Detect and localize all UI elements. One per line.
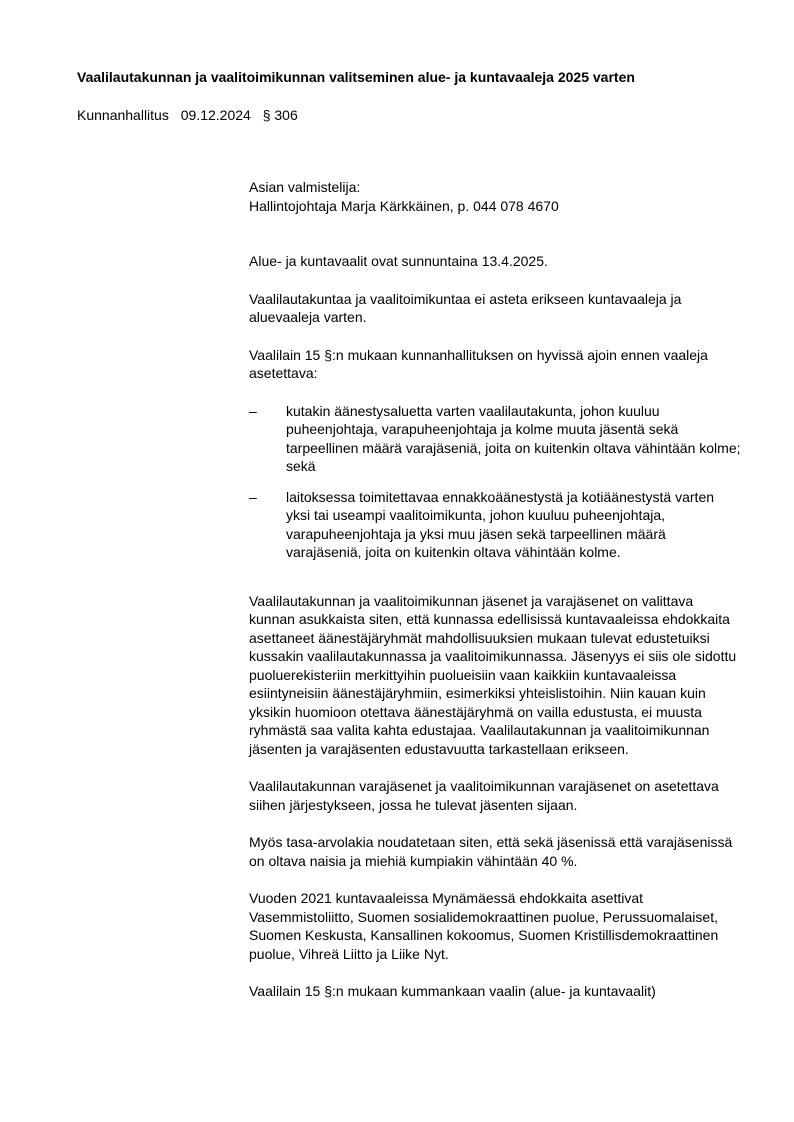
preparer-block xyxy=(249,178,741,215)
paragraph: Vaalilautakunnan varajäsenet ja vaalitoimikunnan varajäsenet on asetettava siihen järjestykseen, jossa he tulevat jäsenten sijaan. xyxy=(249,778,719,813)
bullet-marker: – xyxy=(249,488,257,505)
paragraph: Vaalilain 15 §:n mukaan kummankaan vaalin (alue- ja kuntavaalit) xyxy=(249,983,656,999)
bullet-item xyxy=(249,402,741,476)
paragraph: Vaalilautakuntaa ja vaalitoimikuntaa ei asteta erikseen kuntavaaleja ja aluevaaleja varten. xyxy=(249,290,682,325)
bullet-item xyxy=(249,488,741,562)
meeting-body: Kunnanhallitus xyxy=(77,107,169,123)
paragraph: Alue- ja kuntavaalit ovat sunnuntaina 13.4.2025. xyxy=(249,253,548,269)
paragraph: Vaalilautakunnan ja vaalitoimikunnan jäsenet ja varajäsenet on valittava kunnan asukkaista siten, että kunnassa edellisissä kuntavaaleissa ehdokkaita asettaneet äänestäjäryhmät mahdollisuuksien mukaan tulevat edustetuiksi kussakin vaalilautakunnassa ja vaalitoimikunnassa. Jäsenyys ei siis ole sidottu puoluerekisteriin merkittyihin puolueisiin vaan kaikkiin kuntavaaleissa esiintyneisiin äänestäjäryhmiin, esimerkiksi yhteislistoihin. Niin kauan kuin yksikin huomioon otettava äänestäjäryhmä on vailla edustusta, ei muusta ryhmästä saa valita kahta edustajaa. Vaalilautakunnan ja vaalitoimikunnan jäsenten ja varajäsenten edustavuutta tarkastellaan erikseen. xyxy=(249,592,737,757)
meeting-date: 09.12.2024 xyxy=(180,107,251,123)
bullet-text: kutakin äänestysaluetta varten vaalilautakunta, johon kuuluu puheenjohtaja, varapuheenjohtaja ja kolme muuta jäsentä sekä tarpeellinen määrä varajäseniä, joita on kuitenkin oltava vähintään kolme; sekä xyxy=(286,402,741,474)
preparer-label: Asian valmistelija: xyxy=(249,179,361,195)
bullet-marker: – xyxy=(249,402,257,419)
paragraph: Myös tasa-arvolakia noudatetaan siten, että sekä jäsenissä että varajäsenissä on oltava naisia ja miehiä kumpiakin vähintään 40 %. xyxy=(249,834,733,869)
document-body xyxy=(249,178,741,1001)
preparer-value: Hallintojohtaja Marja Kärkkäinen, p. 044 078 4670 xyxy=(249,197,559,214)
paragraph: Vuoden 2021 kuntavaaleissa Mynämäessä ehdokkaita asettivat Vasemmistoliitto, Suomen sosialidemokraattinen puolue, Perussuomalaiset, Suomen Keskusta, Kansallinen kokoomus, Suomen Kristillisdemokraattinen puolue, Vihreä Liitto ja Liike Nyt. xyxy=(249,890,719,962)
bullet-list xyxy=(249,402,741,562)
bullet-text: laitoksessa toimitettavaa ennakkoäänestystä ja kotiäänestystä varten yksi tai useampi vaalitoimikunta, johon kuuluu puheenjohtaja, varapuheenjohtaja ja yksi muu jäsen sekä tarpeellinen määrä varajäseniä, joita on kuitenkin oltava vähintään kolme. xyxy=(286,488,715,560)
meeting-section: § 306 xyxy=(262,107,298,123)
paragraph: Vaalilain 15 §:n mukaan kunnanhallituksen on hyvissä ajoin ennen vaaleja asetettava: xyxy=(249,346,708,381)
document-title: Vaalilautakunnan ja vaalitoimikunnan valitseminen alue- ja kuntavaaleja 2025 varten xyxy=(77,69,635,85)
meeting-reference xyxy=(77,106,306,124)
